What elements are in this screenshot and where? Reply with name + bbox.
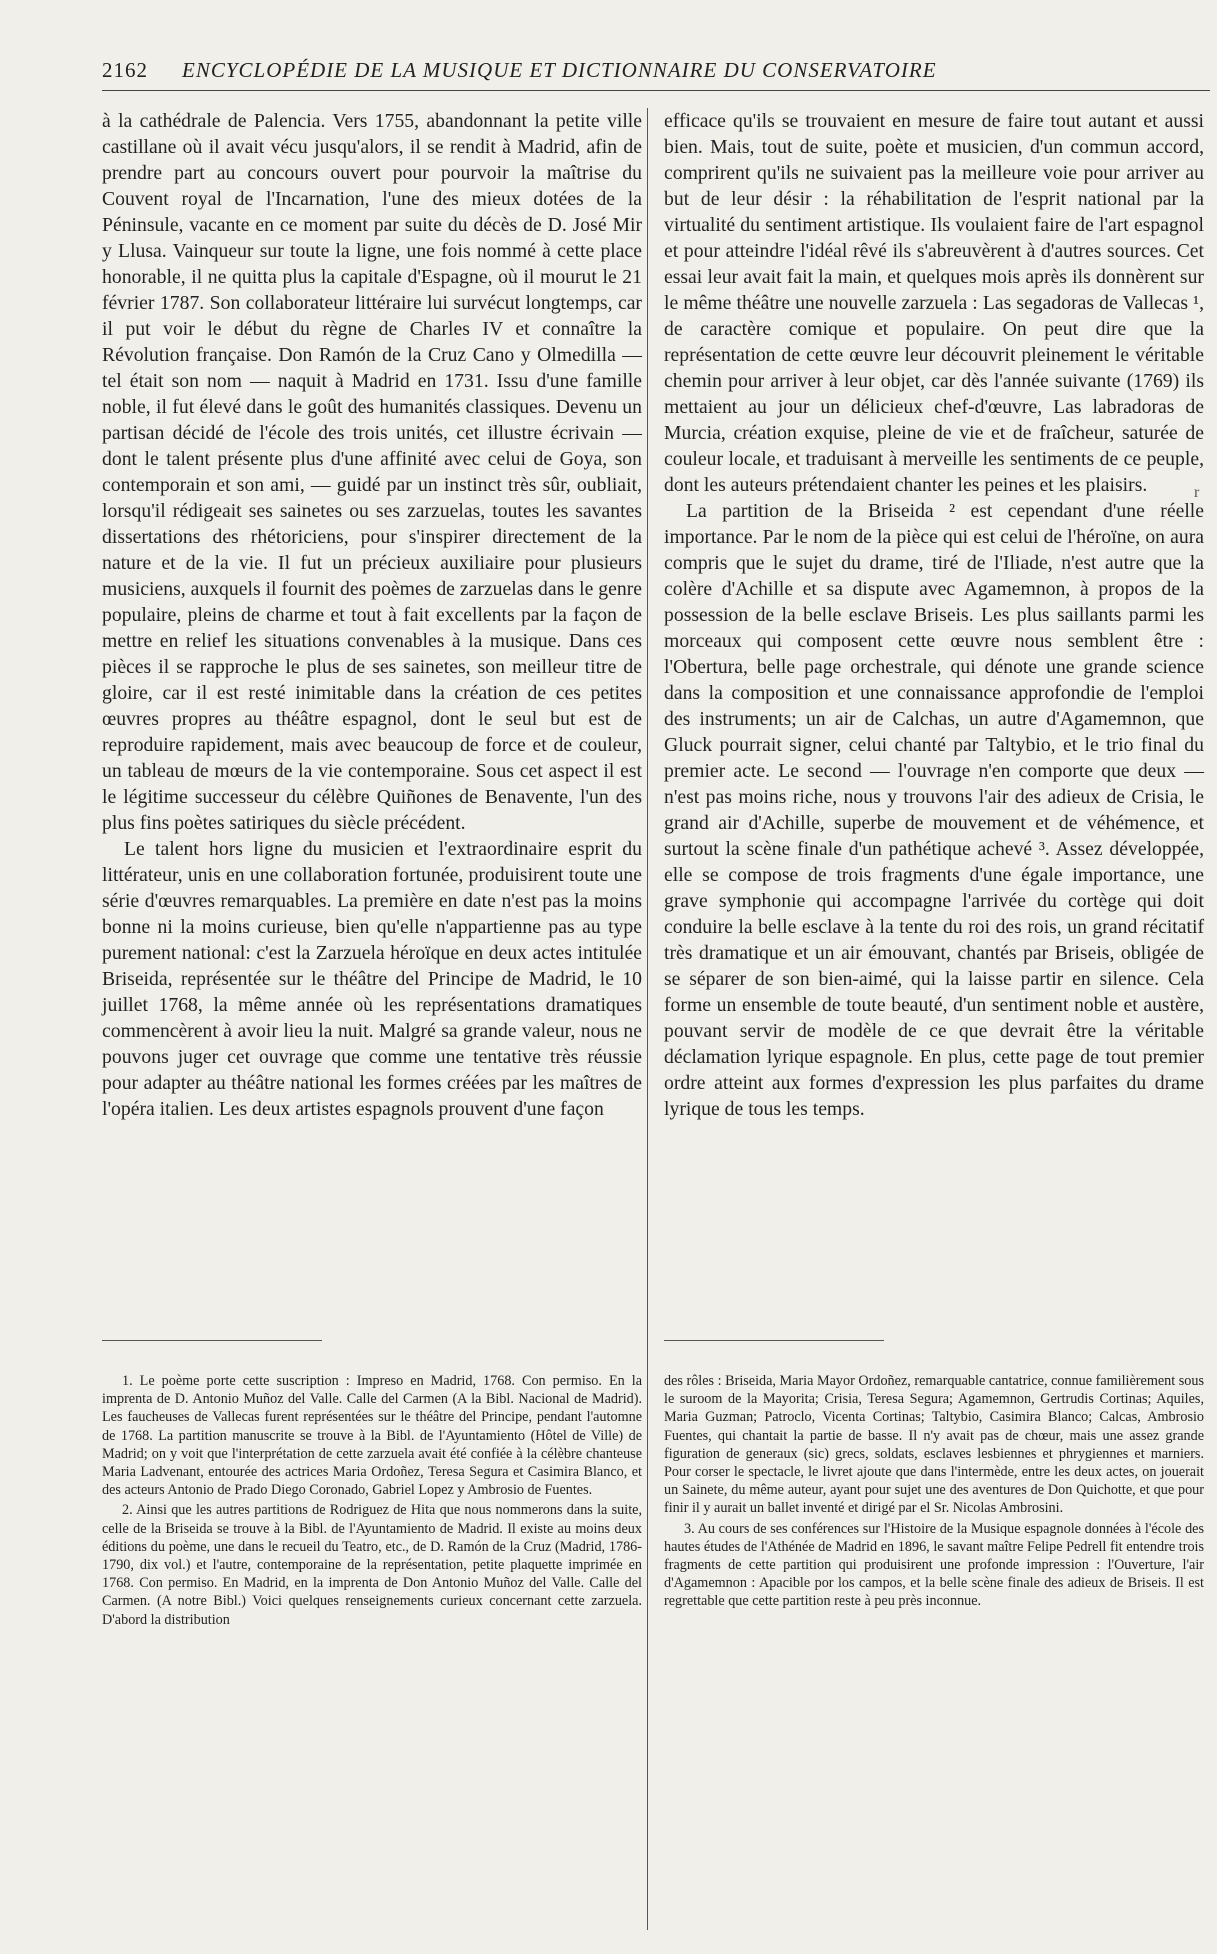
footnotes-right [664,1372,1204,1613]
footnote-1: 1. Le poème porte cette suscription : Impreso en Madrid, 1768. Con permiso. En la imprenta de D. Antonio Muñoz del Valle. Calle del Carmen (A la Bibl. Nacional de Madrid). Les faucheuses de Vallecas furent représentées sur le théâtre del Principe, pendant l'automne de 1768. La partition manuscrite se trouve à la Bibl. de l'Ayuntamiento (Hôtel de Ville) de Madrid; on y voit que l'interprétation de cette zarzuela avait été confiée à la célèbre chanteuse Maria Ladvenant, entourée des actrices Maria Ordoñez, Teresa Segura et Casimira Blanco, et des acteurs Antonio de Prado Diego Coronado, Gabriel Lopez y Ambrosio de Fuentes. [102,1373,642,1499]
running-title: ENCYCLOPÉDIE DE LA MUSIQUE ET DICTIONNAIRE DU CONSERVATOIRE [182,58,937,82]
footnote-3: 3. Au cours de ses conférences sur l'Histoire de la Musique espagnole données à l'école des hautes études de l'Athénée de Madrid en 1896, le savant maître Felipe Pedrell fit entendre trois fragments de cette partition qui produisirent une profonde impression : l'Ouverture, l'air d'Agamemnon : Apacible por los campos, et la belle scène finale des adieux de Briseis. Il est regrettable que cette partition reste à peu près inconnue. [664,1520,1204,1610]
header-rule [102,90,1210,91]
footnote-rule-right [664,1340,884,1341]
footnotes-left [102,1372,642,1631]
footnote-2: 2. Ainsi que les autres partitions de Rodriguez de Hita que nous nommerons dans la suite, celle de la Briseida se trouve à la Bibl. de l'Ayuntamiento de Madrid. Il existe au moins deux éditions du poème, une dans le recueil du Teatro, etc., de D. Ramón de la Cruz (Madrid, 1786-1790, dix vol.) et l'autre, contemporaine de la représentation, petite plaquette imprimée en 1768. Con permiso. En Madrid, en la imprenta de Don Antonio Muñoz del Valle. Calle del Carmen. (A notre Bibl.) Voici quelques renseignements curieux concernant cette zarzuela. D'abord la distribution [102,1502,642,1628]
footnote-2-continued: des rôles : Briseida, Maria Mayor Ordoñez, remarquable cantatrice, connue familièrement sous le suroom de la Mayorita; Crisia, Teresa Segura; Agamemnon, Gertrudis Cortinas; Aquiles, Maria Guzman; Patroclo, Vicenta Cortinas; Taltybio, Casimira Blanco; Calcas, Ambrosio Fuentes, qui chantait la partie de basse. Il n'y avait pas de chœur, mais une assez grande figuration de generaux (sic) grecs, soldats, esclaves lesbiennes et phrygiennes et marniers. Pour corser le spectacle, le livret ajoute que dans l'intermède, entre les deux actes, on jouerait un Sainete, du même auteur, ayant pour sujet une des aventures de Don Quichotte, et que pour finir il y aurait un ballet inventé et dirigé par el Sr. Nicolas Ambrosini. [664,1373,1204,1517]
running-header [102,58,1112,83]
right-paragraph-1: efficace qu'ils se trouvaient en mesure de faire tout autant et aussi bien. Mais, tout de suite, poète et musicien, d'un commun accord, comprirent qu'ils ne suivaient pas la meilleure voie pour arriver au but de leur désir : la réhabilitation de l'esprit national par la virtualité du sentiment artistique. Ils voulaient faire de l'art espagnol et pour atteindre l'idéal rêvé ils s'abreuvèrent à d'autres sources. Cet essai leur avait fait la main, et quelques mois après ils donnèrent sur le même théâtre une nouvelle zarzuela : Las segadoras de Vallecas ¹, de caractère comique et populaire. On peut dire que la représentation de cette œuvre leur découvrit pleinement le véritable chemin pour arriver à leur objet, car dès l'année suivante (1769) ils mettaient au jour un délicieux chef-d'œuvre, Las labradoras de Murcia, création exquise, pleine de vie et de fraîcheur, saturée de couleur locale, et traduisant à merveille les sentiments de ce peuple, dont les auteurs prétendaient chanter les peines et les plaisirs. [664,110,1204,496]
footnote-rule-left [102,1340,322,1341]
left-paragraph-1: à la cathédrale de Palencia. Vers 1755, abandonnant la petite ville castillane où il avait vécu jusqu'alors, il se rendit à Madrid, afin de prendre part au concours ouvert pour pourvoir la maîtrise du Couvent royal de l'Incarnation, l'une des mieux dotées de la Péninsule, vacante en ce moment par suite du décès de D. José Mir y Llusa. Vainqueur sur toute la ligne, une fois nommé à cette place honorable, il ne quitta plus la capitale d'Espagne, où il mourut le 21 février 1787. Son collaborateur littéraire lui survécut longtemps, car il put voir le début du règne de Charles IV et connaître la Révolution française. Don Ramón de la Cruz Cano y Olmedilla — tel était son nom — naquit à Madrid en 1731. Issu d'une famille noble, il fut élevé dans le goût des humanités classiques. Devenu un partisan décidé de l'école des trois unités, cet illustre écrivain — dont le talent présente plus d'une affinité avec celui de Goya, son contemporain et son ami, — guidé par un instinct très sûr, oubliait, lorsqu'il rédigeait ses sainetes ou ses zarzuelas, toutes les savantes dissertations des rhétoriciens, pour s'inspirer directement de la nature et de la vie. Il fut un précieux auxiliaire pour plusieurs musiciens, auxquels il fournit des poèmes de zarzuelas dans le genre populaire, pleins de charme et tout à fait excellents par la façon de mettre en relief les situations convenables à la musique. Dans ces pièces il se rapproche le plus de ses sainetes, son meilleur titre de gloire, car il est resté inimitable dans la création de ces petites œuvres propres au théâtre espagnol, dont le seul but est de reproduire rapidement, mais avec beaucoup de force et de couleur, un tableau de mœurs de la vie contemporaine. Sous cet aspect il est le légitime successeur du célèbre Quiñones de Benavente, l'un des plus fins poètes satiriques du siècle précédent. [102,110,642,834]
right-column [664,108,1204,1122]
column-divider [647,108,648,1930]
margin-mark: r [1194,484,1200,501]
right-paragraph-2: La partition de la Briseida ² est cependant d'une réelle importance. Par le nom de la pièce qui est celui de l'héroïne, on aura compris que le sujet du drame, tiré de l'Iliade, n'est autre que la colère d'Achille et sa dispute avec Agamemnon, à propos de la possession de la belle esclave Briseis. Les plus saillants parmi les morceaux qui composent cette œuvre nous semblent être : l'Obertura, belle page orchestrale, qui dénote une grande science dans la composition et une connaissance approfondie de l'emploi des instruments; un air de Calchas, un autre d'Agamemnon, que Gluck pourrait signer, celui chanté par Taltybio, et le trio final du premier acte. Le second — l'ouvrage n'en comporte que deux — n'est pas moins riche, nous y trouvons l'air des adieux de Crisia, le grand air d'Achille, superbe de mouvement et de véhémence, et surtout la scène finale d'un pathétique achevé ³. Assez développée, elle se compose de trois fragments d'une égale importance, une grave symphonie qui accompagne l'arrivée du cortège qui doit conduire la belle esclave à la tente du roi des rois, un grand récitatif très dramatique et un air émouvant, chantés par Briseis, obligée de se séparer de son bien-aimé, qui la laisse partir en silence. Cela forme un ensemble de toute beauté, d'un sentiment noble et austère, pouvant servir de modèle de ce que devrait être la véritable déclamation lyrique espagnole. En plus, cette page de tout premier ordre atteint aux formes d'expression les plus parfaites du drame lyrique de tous les temps. [664,500,1204,1120]
page-number: 2162 [102,58,148,82]
left-column [102,108,642,1122]
left-paragraph-2: Le talent hors ligne du musicien et l'extraordinaire esprit du littérateur, unis en une collaboration fortunée, produisirent toute une série d'œuvres remarquables. La première en date n'est pas la moins bonne ni la moins curieuse, bien qu'elle n'appartienne pas au type purement national: c'est la Zarzuela héroïque en deux actes intitulée Briseida, représentée sur le théâtre del Principe de Madrid, le 10 juillet 1768, la même année où les représentations dramatiques commencèrent à avoir lieu la nuit. Malgré sa grande valeur, nous ne pouvons juger cet ouvrage que comme une tentative très réussie pour adapter au théâtre national les formes créées par les maîtres de l'opéra italien. Les deux artistes espagnols prouvent d'une façon [102,838,642,1120]
